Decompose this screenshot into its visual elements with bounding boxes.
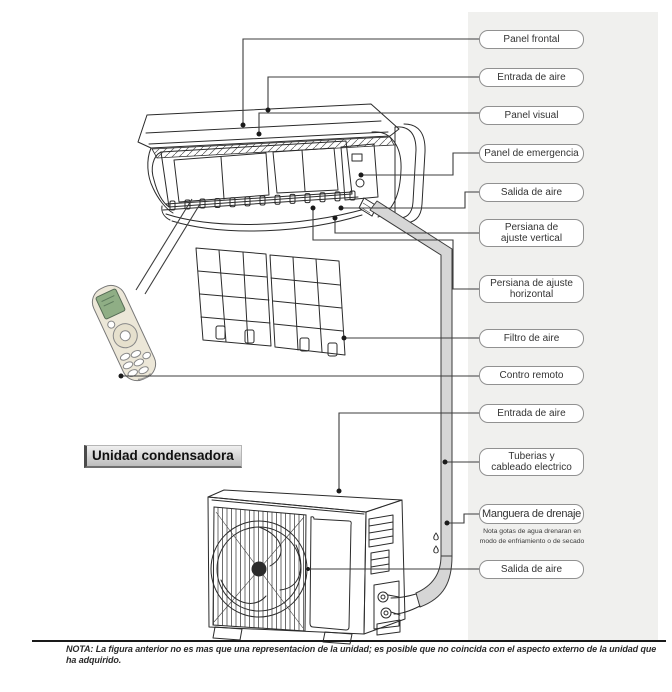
callout-panel-visual — [479, 106, 584, 125]
callout-label: Entrada de aire — [497, 71, 566, 83]
callout-label: Panel frontal — [503, 33, 560, 45]
callout-manguera-de-drenaje — [479, 504, 584, 524]
figure-bottom-rule — [32, 640, 666, 642]
callout-persiana-horizontal — [479, 275, 584, 303]
signal-lines — [136, 199, 200, 294]
remote-control-drawing — [87, 281, 160, 386]
callout-label: Entrada de aire — [497, 407, 566, 419]
callout-entrada-de-aire-exterior — [479, 404, 584, 423]
pipe-drawing — [359, 198, 452, 614]
callout-tuberias — [479, 448, 584, 476]
callout-label: Filtro de aire — [503, 332, 560, 344]
outdoor-unit-drawing — [208, 490, 405, 644]
callout-label: Salida de aire — [500, 563, 563, 575]
callout-label: Panel visual — [504, 109, 559, 121]
drain-hose-note-line1: Nota gotas de agua drenaran en — [483, 528, 581, 535]
callout-label: Persiana de — [504, 221, 559, 233]
callout-salida-de-aire-interior — [479, 183, 584, 202]
callout-label: Contro remoto — [499, 369, 564, 381]
callout-label: cableado electrico — [491, 462, 572, 473]
condenser-unit-heading: Unidad condensadora — [84, 445, 242, 468]
footer-note: NOTA: La figura anterior no es mas que una representacion de la unidad; es posible que no coincida con el aspecto externo de la unidad que ha adquirido. — [66, 644, 657, 665]
callout-persiana-vertical — [479, 219, 584, 247]
drain-hose-note-line2: modo de enfriamiento o de secado — [479, 537, 585, 545]
callout-contro-remoto — [479, 366, 584, 385]
water-droplet-icon — [434, 533, 439, 553]
drain-hose-note — [470, 527, 594, 547]
callout-label: Salida de aire — [500, 186, 563, 198]
callout-entrada-de-aire-superior — [479, 68, 584, 87]
callout-salida-de-aire-exterior — [479, 560, 584, 579]
callout-lines — [119, 39, 481, 571]
callout-label: ajuste vertical — [500, 233, 563, 244]
callout-label: Panel de emergencia — [484, 147, 579, 159]
callout-label: Persiana de ajuste — [490, 277, 573, 289]
callout-filtro-de-aire — [479, 329, 584, 348]
callout-label: Manguera de drenaje — [482, 507, 581, 520]
callout-panel-de-emergencia — [479, 144, 584, 163]
filter-drawing — [196, 248, 345, 356]
callout-panel-frontal — [479, 30, 584, 49]
callout-label: horizontal — [509, 289, 554, 300]
callout-label: Tuberias y — [508, 450, 555, 462]
